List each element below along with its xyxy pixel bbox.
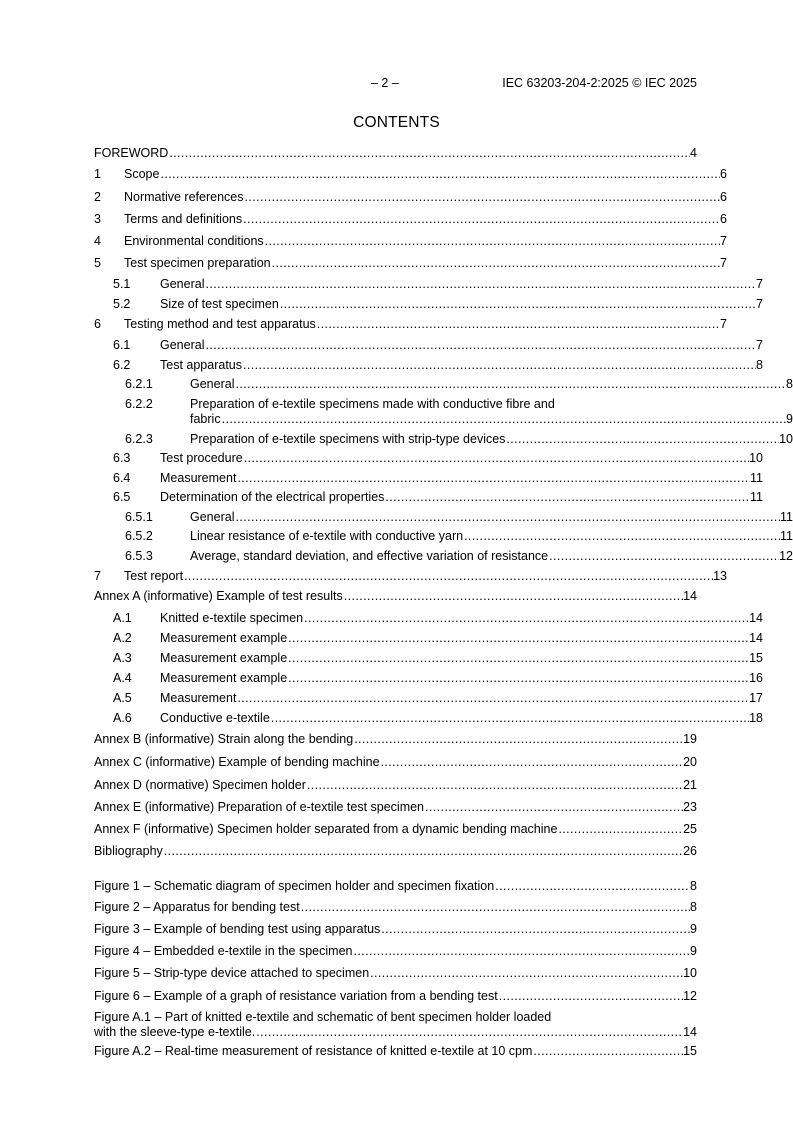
dot-leader: [381, 922, 690, 937]
toc-entry-number: 1: [94, 167, 101, 181]
toc-entry-title: Annex B (informative) Strain along the bending: [94, 732, 354, 746]
toc-entry-page: 23: [683, 800, 697, 814]
toc-entry[interactable]: [94, 358, 763, 373]
toc-entry[interactable]: [94, 800, 697, 815]
toc-entry[interactable]: [94, 490, 763, 505]
toc-entry-number: 6.2.1: [125, 377, 153, 391]
dot-leader: [184, 569, 713, 584]
toc-entry-page: 11: [780, 529, 793, 543]
toc-entry-title: Figure A.2 – Real-time measurement of resistance of knitted e-textile at 10 cpm: [94, 1044, 533, 1058]
toc-entry-number: 6.3: [113, 451, 131, 465]
toc-entry[interactable]: [94, 471, 763, 486]
toc-entry[interactable]: [94, 778, 697, 793]
dot-leader: [222, 412, 786, 427]
toc-entry-page: 10: [683, 966, 697, 980]
dot-leader: [245, 190, 721, 205]
toc-entry-title: Terms and definitions: [124, 212, 243, 226]
toc-entry-page: 18: [749, 711, 763, 725]
dot-leader: [280, 297, 756, 312]
toc-entry[interactable]: [94, 377, 793, 392]
toc-entry-number: 6.4: [113, 471, 131, 485]
toc-entry[interactable]: [94, 549, 793, 564]
toc-entry-page: 19: [683, 732, 697, 746]
dot-leader: [464, 529, 780, 544]
toc-entry-title: Annex E (informative) Preparation of e-textile test specimen: [94, 800, 425, 814]
toc-entry[interactable]: [94, 451, 763, 466]
toc-entry-title: Measurement: [160, 471, 237, 485]
toc-entry-title: Test specimen preparation: [124, 256, 271, 270]
dot-leader: [304, 611, 749, 626]
document-id: IEC 63203-204-2:2025 © IEC 2025: [502, 76, 697, 90]
toc-entry-number: A.2: [113, 631, 132, 645]
toc-entry-number: A.1: [113, 611, 132, 625]
dot-leader: [307, 778, 683, 793]
toc-entry-page: 7: [720, 256, 727, 270]
toc-entry-page: 8: [690, 900, 697, 914]
toc-entry-page: 16: [749, 671, 763, 685]
toc-entry-title: General: [190, 377, 235, 391]
toc-entry-page: 9: [786, 412, 793, 426]
dot-leader: [169, 146, 690, 161]
dot-leader: [235, 510, 780, 525]
toc-entry-title: Figure 5 – Strip-type device attached to specimen: [94, 966, 370, 980]
toc-entry-page: 6: [720, 190, 727, 204]
toc-entry-page: 25: [683, 822, 697, 836]
page-header: [0, 76, 793, 92]
toc-entry-number: 6: [94, 317, 101, 331]
toc-entry-title: Annex D (normative) Specimen holder: [94, 778, 306, 792]
dot-leader: [205, 338, 756, 353]
toc-entry[interactable]: [94, 671, 763, 686]
toc-entry-title: Knitted e-textile specimen: [160, 611, 304, 625]
toc-entry[interactable]: [94, 755, 697, 770]
toc-entry-page: 14: [683, 589, 697, 603]
dot-leader: [425, 800, 683, 815]
toc-entry-title: Figure 3 – Example of bending test using apparatus: [94, 922, 381, 936]
toc-entry-number: 6.1: [113, 338, 131, 352]
toc-entry-title: General: [160, 338, 205, 352]
dot-leader: [237, 691, 749, 706]
toc-entry-title: Annex C (informative) Example of bending machine: [94, 755, 380, 769]
dot-leader: [506, 432, 779, 447]
toc-entry-title: Figure 6 – Example of a graph of resistance variation from a bending test: [94, 989, 498, 1003]
dot-leader: [205, 277, 756, 292]
figure-list-entry[interactable]: [94, 1010, 697, 1040]
toc-entry-page: 12: [683, 989, 697, 1003]
toc-entry-page: 4: [690, 146, 697, 160]
toc-entry-page: 26: [683, 844, 697, 858]
toc-entry-title: Measurement example: [160, 671, 288, 685]
toc-entry[interactable]: [94, 732, 697, 747]
dot-leader: [317, 317, 720, 332]
dot-leader: [272, 256, 720, 271]
dot-leader: [265, 234, 720, 249]
toc-entry-page: 8: [690, 879, 697, 893]
toc-entry-number: 6.5: [113, 490, 131, 504]
toc-entry-title: Scope: [124, 167, 160, 181]
toc-entry-title: Normative references: [124, 190, 244, 204]
dot-leader: [370, 966, 683, 981]
toc-entry-page: 20: [683, 755, 697, 769]
toc-entry-title: Measurement example: [160, 651, 288, 665]
dot-leader: [558, 822, 683, 837]
toc-entry-title: Figure 1 – Schematic diagram of specimen holder and specimen fixation: [94, 879, 495, 893]
toc-entry-page: 14: [749, 631, 763, 645]
toc-entry[interactable]: [94, 146, 697, 161]
toc-entry[interactable]: [94, 569, 727, 584]
toc-entry[interactable]: [94, 397, 793, 427]
toc-entry-title: Preparation of e-textile specimens with strip-type devices: [190, 432, 506, 446]
dot-leader: [243, 212, 720, 227]
dot-leader: [244, 451, 749, 466]
toc-entry-number: 6.2.3: [125, 432, 153, 446]
toc-entry-title: Bibliography: [94, 844, 163, 858]
dot-leader: [549, 549, 779, 564]
figure-list-entry[interactable]: [94, 922, 697, 937]
toc-entry-page: 11: [780, 510, 793, 524]
figure-list-entry[interactable]: [94, 966, 697, 981]
toc-entry-title: Environmental conditions: [124, 234, 264, 248]
toc-entry-title: Measurement example: [160, 631, 288, 645]
toc-entry-title: Conductive e-textile: [160, 711, 270, 725]
dot-leader: [353, 944, 690, 959]
toc-entry[interactable]: [94, 611, 763, 626]
toc-entry[interactable]: [94, 297, 763, 312]
toc-entry[interactable]: [94, 651, 763, 666]
toc-entry[interactable]: [94, 338, 763, 353]
dot-leader: [344, 589, 683, 604]
dot-leader: [288, 631, 749, 646]
toc-entry-title: Test report: [124, 569, 184, 583]
toc-entry-title: Annex A (informative) Example of test results: [94, 589, 343, 603]
dot-leader: [385, 490, 750, 505]
toc-entry-title-line1: Figure A.1 – Part of knitted e-textile and schematic of bent specimen holder loaded: [94, 1010, 552, 1024]
toc-entry-page: 9: [690, 922, 697, 936]
toc-entry[interactable]: [94, 822, 697, 837]
toc-entry-page: 9: [690, 944, 697, 958]
toc-entry-number: A.3: [113, 651, 132, 665]
toc-entry-number: 6.2: [113, 358, 131, 372]
figure-list-entry[interactable]: [94, 989, 697, 1004]
toc-entry-number: 3: [94, 212, 101, 226]
toc-entry-title: Annex F (informative) Specimen holder separated from a dynamic bending machine: [94, 822, 558, 836]
toc-entry-page: 12: [779, 549, 793, 563]
toc-entry-number: A.6: [113, 711, 132, 725]
toc-entry[interactable]: [94, 256, 727, 271]
toc-entry[interactable]: [94, 432, 793, 447]
toc-entry-page: 7: [720, 234, 727, 248]
dot-leader: [495, 879, 690, 894]
toc-entry-number: 6.5.1: [125, 510, 153, 524]
dot-leader: [256, 1025, 683, 1040]
toc-entry-page: 15: [749, 651, 763, 665]
toc-entry-page: 14: [749, 611, 763, 625]
toc-entry-number: 4: [94, 234, 101, 248]
toc-entry-page: 11: [750, 471, 763, 485]
dot-leader: [354, 732, 683, 747]
toc-entry[interactable]: [94, 691, 763, 706]
toc-entry-page: 6: [720, 212, 727, 226]
toc-entry[interactable]: [94, 190, 727, 205]
toc-entry[interactable]: [94, 167, 727, 182]
toc-entry-title: Testing method and test apparatus: [124, 317, 316, 331]
toc-entry[interactable]: [94, 317, 727, 332]
toc-entry-number: 5.1: [113, 277, 131, 291]
toc-entry-title-line2: with the sleeve-type e-textile.: [94, 1025, 256, 1039]
toc-entry-number: 2: [94, 190, 101, 204]
toc-entry-number: 6.5.3: [125, 549, 153, 563]
toc-entry-page: 7: [756, 338, 763, 352]
toc-entry[interactable]: [94, 510, 793, 525]
dot-leader: [164, 844, 683, 859]
toc-entry-number: 7: [94, 569, 101, 583]
toc-entry-title: Figure 4 – Embedded e-textile in the specimen: [94, 944, 353, 958]
toc-entry-page: 21: [683, 778, 697, 792]
toc-entry[interactable]: [94, 711, 763, 726]
toc-entry-page: 17: [749, 691, 763, 705]
dot-leader: [271, 711, 749, 726]
figure-list-entry[interactable]: [94, 944, 697, 959]
toc-entry-title: Test apparatus: [160, 358, 242, 372]
toc-entry-number: A.4: [113, 671, 132, 685]
toc-entry-number: A.5: [113, 691, 132, 705]
toc-entry-page: 10: [749, 451, 763, 465]
figure-list-entry[interactable]: [94, 1044, 697, 1059]
toc-entry-number: 5.2: [113, 297, 131, 311]
toc-entry-number: 6.2.2: [125, 397, 153, 411]
toc-entry-page: 7: [756, 297, 763, 311]
dot-leader: [301, 900, 690, 915]
figure-list-entry[interactable]: [94, 900, 697, 915]
dot-leader: [381, 755, 684, 770]
toc-entry-title: Linear resistance of e-textile with conductive yarn: [190, 529, 464, 543]
page-number: – 2 –: [371, 76, 399, 90]
toc-entry[interactable]: [94, 589, 697, 604]
dot-leader: [243, 358, 756, 373]
toc-entry-page: 13: [713, 569, 727, 583]
toc-entry-page: 7: [720, 317, 727, 331]
toc-entry-page: 8: [786, 377, 793, 391]
toc-entry-page: 8: [756, 358, 763, 372]
toc-entry-page: 7: [756, 277, 763, 291]
toc-entry[interactable]: [94, 212, 727, 227]
toc-entry[interactable]: [94, 844, 697, 859]
toc-entry-page: 10: [779, 432, 793, 446]
toc-entry[interactable]: [94, 529, 793, 544]
toc-entry-title: Average, standard deviation, and effective variation of resistance: [190, 549, 549, 563]
toc-entry-title: Measurement: [160, 691, 237, 705]
dot-leader: [237, 471, 750, 486]
toc-entry[interactable]: [94, 277, 763, 292]
toc-entry[interactable]: [94, 631, 763, 646]
toc-entry-title: Determination of the electrical properties: [160, 490, 385, 504]
toc-entry-title-line2: fabric: [190, 412, 221, 426]
toc-entry-page: 15: [683, 1044, 697, 1058]
toc-entry-title: General: [190, 510, 235, 524]
dot-leader: [533, 1044, 683, 1059]
toc-entry-page: 6: [720, 167, 727, 181]
contents-title: CONTENTS: [353, 114, 440, 131]
toc-entry[interactable]: [94, 234, 727, 249]
toc-entry-page: 14: [683, 1025, 697, 1039]
figure-list-entry[interactable]: [94, 879, 697, 894]
toc-entry-title-line1: Preparation of e-textile specimens made with conductive fibre and: [190, 397, 555, 411]
toc-entry-number: 6.5.2: [125, 529, 153, 543]
toc-entry-title: Figure 2 – Apparatus for bending test: [94, 900, 300, 914]
dot-leader: [499, 989, 683, 1004]
dot-leader: [235, 377, 786, 392]
toc-entry-title: Size of test specimen: [160, 297, 279, 311]
toc-entry-title: General: [160, 277, 205, 291]
dot-leader: [160, 167, 720, 182]
dot-leader: [288, 671, 749, 686]
dot-leader: [288, 651, 749, 666]
toc-entry-title: Test procedure: [160, 451, 243, 465]
toc-entry-title: FOREWORD: [94, 146, 169, 160]
toc-entry-page: 11: [750, 490, 763, 504]
toc-entry-number: 5: [94, 256, 101, 270]
